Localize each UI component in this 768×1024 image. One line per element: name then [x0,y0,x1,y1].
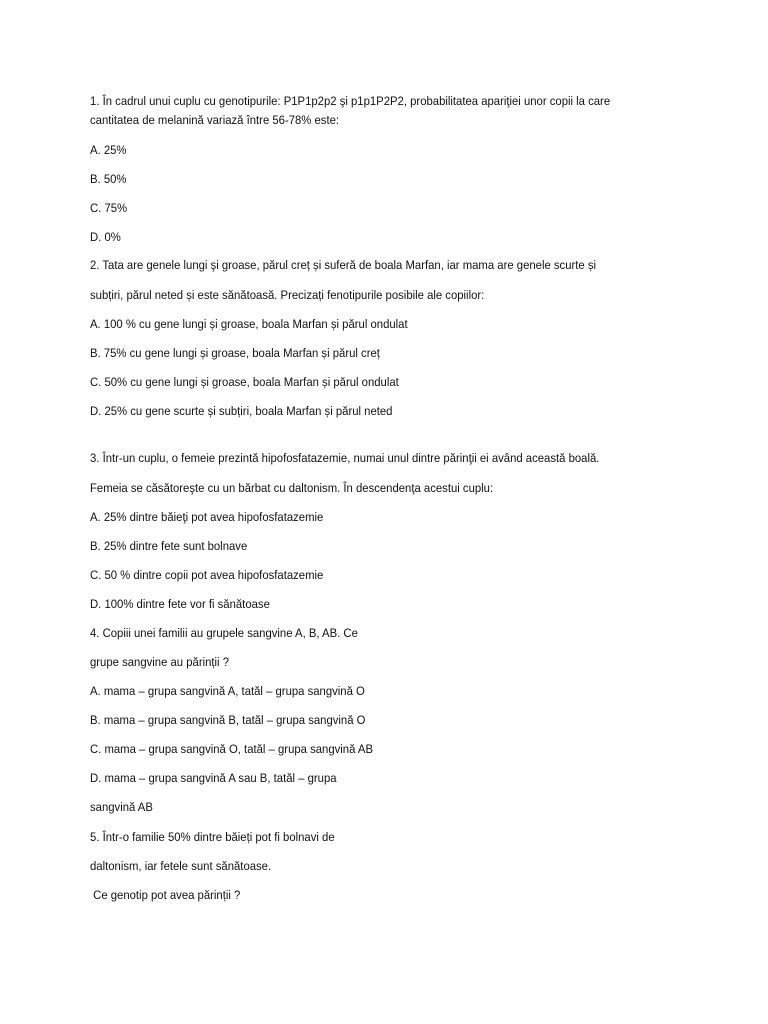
q4-option-b: B. mama – grupa sangvină B, tatăl – grupa sangvină O [90,713,366,727]
q3-option-a: A. 25% dintre băieţi pot avea hipofosfatazemie [90,510,324,524]
q4-text-line2: grupe sangvine au părinții ? [90,655,230,669]
q5-text-line1: 5. Într-o familie 50% dintre băieți pot fi bolnavi de [90,830,335,844]
q5-text-line3: Ce genotip pot avea părinții ? [90,888,241,902]
q4-option-c: C. mama – grupa sangvină O, tatăl – grupa sangvină AB [90,742,374,756]
q1-option-c: C. 75% [90,201,128,215]
q2-option-b: B. 75% cu gene lungi și groase, boala Marfan și părul creț [90,346,380,360]
q1-text-line1: 1. În cadrul unui cuplu cu genotipurile: P1P1p2p2 şi p1p1P2P2, probabilitatea apariţiei unor copii la care [90,94,611,108]
q3-text-line2: Femeia se căsătoreşte cu un bărbat cu daltonism. În descendenţa acestui cuplu: [90,481,494,495]
q2-option-a: A. 100 % cu gene lungi și groase, boala Marfan și părul ondulat [90,317,408,331]
q3-text-line1: 3. Într-un cuplu, o femeie prezintă hipofosfatazemie, numai unul dintre părinţii ei având această boală. [90,451,600,465]
q2-option-c: C. 50% cu gene lungi și groase, boala Marfan și părul ondulat [90,375,399,389]
q2-option-d: D. 25% cu gene scurte și subțiri, boala Marfan și părul neted [90,404,393,418]
q4-option-a: A. mama – grupa sangvină A, tatăl – grupa sangvină O [90,684,365,698]
q3-option-c: C. 50 % dintre copii pot avea hipofosfatazemie [90,568,324,582]
q4-text-line1: 4. Copiii unei familii au grupele sangvine A, B, AB. Ce [90,626,358,640]
q1-option-d: D. 0% [90,230,121,244]
q5-text-line2: daltonism, iar fetele sunt sănătoase. [90,859,272,873]
q3-option-b: B. 25% dintre fete sunt bolnave [90,539,248,553]
q3-option-d: D. 100% dintre fete vor fi sănătoase [90,597,270,611]
q1-option-b: B. 50% [90,172,127,186]
q2-text-line1: 2. Tata are genele lungi şi groase, părul creț și suferă de boala Marfan, iar mama are genele scurte și [90,258,597,272]
q1-text-line2: cantitatea de melanină variază între 56-78% este: [90,113,340,127]
q4-option-d-continuation: sangvină AB [90,800,153,814]
q2-text-line2: subțiri, părul neted și este sănătoasă. Precizați fenotipurile posibile ale copiilor: [90,288,485,302]
q4-option-d: D. mama – grupa sangvină A sau B, tatăl – grupa [90,771,337,785]
q1-option-a: A. 25% [90,143,127,157]
